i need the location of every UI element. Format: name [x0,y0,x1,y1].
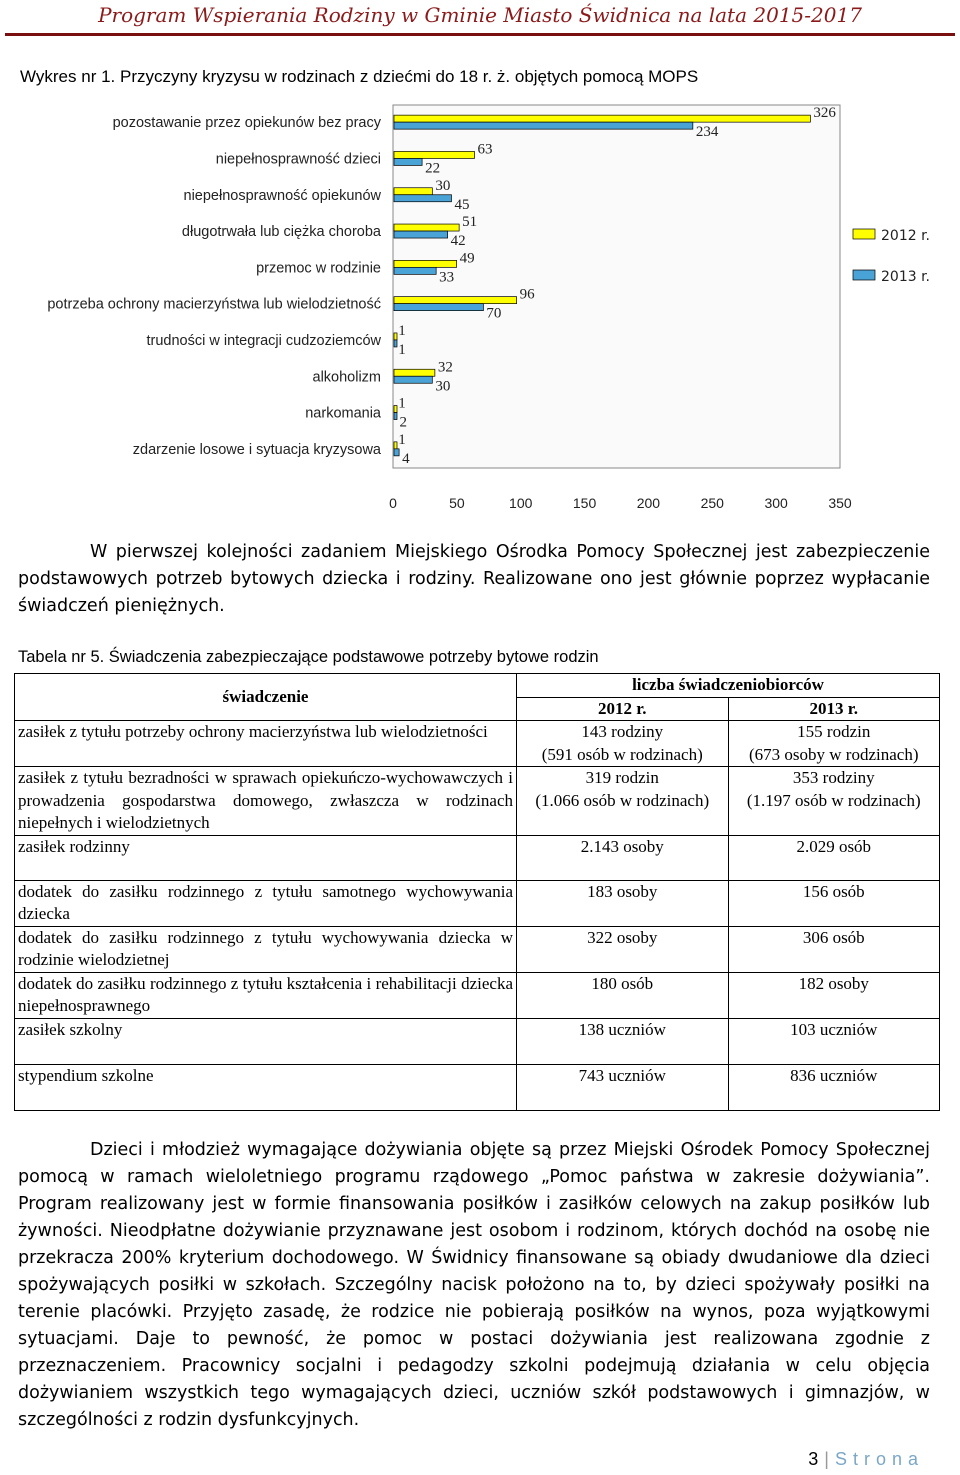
legend-swatch [853,270,875,280]
data-label: 234 [695,124,719,141]
data-label: 1 [398,322,406,339]
recipients-2013 [728,1018,940,1064]
data-label: 2 [399,414,408,431]
recipients-2012 [517,926,729,972]
bar-2012 [394,151,474,158]
category-label: długotrwała lub ciężka choroba [181,224,381,241]
bar-2013 [394,413,397,420]
bar-2013 [394,158,422,165]
recipients-2012 [517,1064,729,1110]
recipients-value: 155 rodzin [797,722,871,741]
recipients-detail: (673 osoby w rodzinach) [749,744,919,764]
data-label: 326 [813,105,836,122]
recipients-2013 [728,880,940,926]
data-label: 49 [459,250,475,267]
recipients-value: 743 uczniów [578,1065,666,1085]
recipients-value: 103 uczniów [790,1019,878,1039]
footer-word: Strona [834,1449,924,1469]
header-title: Program Wspierania Rodziny w Gminie Miasto Świdnica na lata 2015-2017 [98,3,862,27]
plot-area [393,105,840,468]
x-tick-label: 50 [449,495,465,511]
chart-caption: Wykres nr 1. Przyczyny kryzysu w rodzinach z dziećmi do 18 r. ż. objętych pomocą MOPS [20,67,699,86]
category-label: niepełnosprawność opiekunów [183,187,381,204]
table-row [15,926,940,972]
legend-label: 2012 r. [881,228,930,244]
header-year-2012: 2012 r. [517,697,729,721]
bar-2012 [394,442,397,449]
legend-label: 2013 r. [881,269,930,285]
recipients-detail: (1.197 osób w rodzinach) [746,790,921,810]
data-label: 63 [477,141,493,158]
header-year-2013: 2013 r. [728,697,940,721]
category-label: trudności w integracji cudzoziemców [146,332,381,349]
category-label: potrzeba ochrony macierzyństwa lub wielodzietność [47,296,381,313]
table-row [15,1064,940,1110]
category-label: alkoholizm [312,369,381,386]
recipients-value: 306 osób [802,927,865,947]
data-label: 1 [398,341,406,358]
data-label: 1 [398,395,406,412]
bar-2012 [394,406,397,413]
paragraph-nutrition: Dzieci i młodzież wymagające dożywiania objęte są przez Miejski Ośrodek Pomocy Społecznej pomocą w ramach wieloletniego programu rządowego „Pomoc państwa w zakresie dożywiania”. Program realizowany jest w formie finansowania posiłków i zasiłków celowych na zakup posiłków lub żywności. Nieodpłatne dożywianie przyznawane jest osobom i rodzinom, których dochód na osobę nie przekracza 200% kryterium dochodowego. W Świdnicy finansowane są obiady dwudaniowe dla dzieci spożywających posiłki w szkołach. Szczególny nacisk położono na to, by dzieci spożywały posiłki na terenie placówki. Przyjęto zasadę, że rodzice nie pobierają posiłków na wynos, poza wyjątkowymi sytuacjami. Daje to pewność, że pomoc w postaci dożywiania jest realizowana zgodnie z przeznaczeniem. Pracownicy socjalni i pedagodzy szkolni podejmują działania w celu objęcia dożywianiem wszystkich tego wymagających dzieci, uczniów szkół podstawowych i gimnazjów, w szczególności z rodzin dysfunkcyjnych. [18,1140,930,1430]
recipients-2013 [728,767,940,836]
recipients-2013 [728,721,940,767]
data-label: 45 [454,196,470,213]
paragraph-intro: W pierwszej kolejności zadaniem Miejskiego Ośrodka Pomocy Społecznej jest zabezpieczenie podstawowych potrzeb bytowych dziecka i rodziny. Realizowane ono jest głównie poprzez wypłacanie świadczeń pieniężnych. [18,542,930,616]
recipients-value: 182 osoby [798,973,869,993]
data-label: 33 [439,269,455,286]
recipients-2012 [517,880,729,926]
x-tick-label: 150 [572,495,597,511]
header-benefit: świadczenie [15,674,517,721]
recipients-value: 183 osoby [587,881,658,901]
bar-2012 [394,224,459,231]
table-row [15,972,940,1018]
data-label: 42 [450,233,466,250]
bar-2012 [394,369,435,376]
recipients-value: 2.143 osoby [580,836,664,856]
page-footer [808,1449,924,1470]
category-label: zdarzenie losowe i sytuacja kryzysowa [132,441,381,458]
recipients-2012 [517,1018,729,1064]
benefit-name: zasiłek z tytułu potrzeby ochrony macierzyństwa lub wielodzietności [15,721,517,767]
recipients-2013 [728,1064,940,1110]
benefit-name: dodatek do zasiłku rodzinnego z tytułu samotnego wychowywania dziecka [15,880,517,926]
table-row [15,835,940,880]
recipients-detail: (591 osób w rodzinach) [541,744,703,764]
page-number: 3 [808,1449,819,1469]
recipients-value: 138 uczniów [578,1019,666,1039]
bar-2012 [394,333,397,340]
data-label: 70 [486,305,502,322]
benefit-name: dodatek do zasiłku rodzinnego z tytułu kształcenia i rehabilitacji dziecka niepełnosprawnego [15,972,517,1018]
benefit-name: zasiłek rodzinny [15,835,517,880]
data-label: 30 [435,378,451,395]
data-label: 1 [398,431,406,448]
benefits-table [14,673,940,1111]
bar-2013 [394,449,399,456]
table-row [15,767,940,836]
data-label: 96 [519,286,535,303]
bar-2012 [394,188,432,195]
bar-2013 [394,376,432,383]
table-row [15,721,940,767]
header-recipient-count: liczba świadczeniobiorców [517,674,940,698]
x-tick-label: 350 [828,495,852,511]
bar-2012 [394,297,517,304]
category-label: narkomania [305,405,381,422]
recipients-detail: (1.066 osób w rodzinach) [535,790,710,810]
x-tick-label: 200 [636,495,661,511]
table-caption: Tabela nr 5. Świadczenia zabezpieczające podstawowe potrzeby bytowe rodzin [18,648,599,666]
recipients-value: 2.029 osób [796,836,872,856]
recipients-value: 353 rodziny [792,768,875,787]
legend-swatch [853,229,875,239]
category-label: pozostawanie przez opiekunów bez pracy [112,115,381,132]
table-row [15,880,940,926]
page-header [0,0,960,36]
recipients-2013 [728,972,940,1018]
bar-2013 [394,304,483,311]
bar-2012 [394,260,457,267]
recipients-value: 180 osób [591,973,654,993]
bar-2013 [394,231,448,238]
recipients-2013 [728,835,940,880]
benefit-name: zasiłek z tytułu bezradności w sprawach opiekuńczo-wychowawczych i prowadzenia gospodarstwa domowego, zwłaszcza w rodzinach niepełnych i wielodzietnych [15,767,517,836]
benefit-name: zasiłek szkolny [15,1018,517,1064]
recipients-value: 143 rodziny [581,722,664,741]
data-label: 30 [435,177,451,194]
data-label: 22 [425,160,441,177]
benefit-name: dodatek do zasiłku rodzinnego z tytułu wychowywania dziecka w rodzinie wielodzietnej [15,926,517,972]
crisis-causes-chart [0,95,960,515]
bar-2012 [394,115,810,122]
table-row [15,1018,940,1064]
bar-2013 [394,340,397,347]
recipients-value: 836 uczniów [790,1065,878,1085]
footer-separator: | [824,1449,829,1469]
data-label: 51 [462,214,478,231]
recipients-value: 319 rodzin [585,768,659,787]
category-label: niepełnosprawność dzieci [215,151,381,168]
recipients-2013 [728,926,940,972]
recipients-2012 [517,835,729,880]
x-tick-label: 100 [509,495,533,511]
data-label: 4 [402,450,410,467]
data-label: 32 [437,359,453,376]
recipients-value: 322 osoby [587,927,658,947]
x-tick-label: 250 [700,495,724,511]
x-tick-label: 0 [389,495,397,511]
header-rule [5,33,955,36]
x-tick-label: 300 [764,495,788,511]
category-label: przemoc w rodzinie [256,260,381,277]
recipients-2012 [517,972,729,1018]
bar-2013 [394,195,451,202]
recipients-2012 [517,767,729,836]
bar-2013 [394,267,436,274]
bar-2013 [394,122,693,129]
recipients-value: 156 osób [802,881,865,901]
recipients-2012 [517,721,729,767]
benefit-name: stypendium szkolne [15,1064,517,1110]
benefits-table-body [15,721,940,1111]
